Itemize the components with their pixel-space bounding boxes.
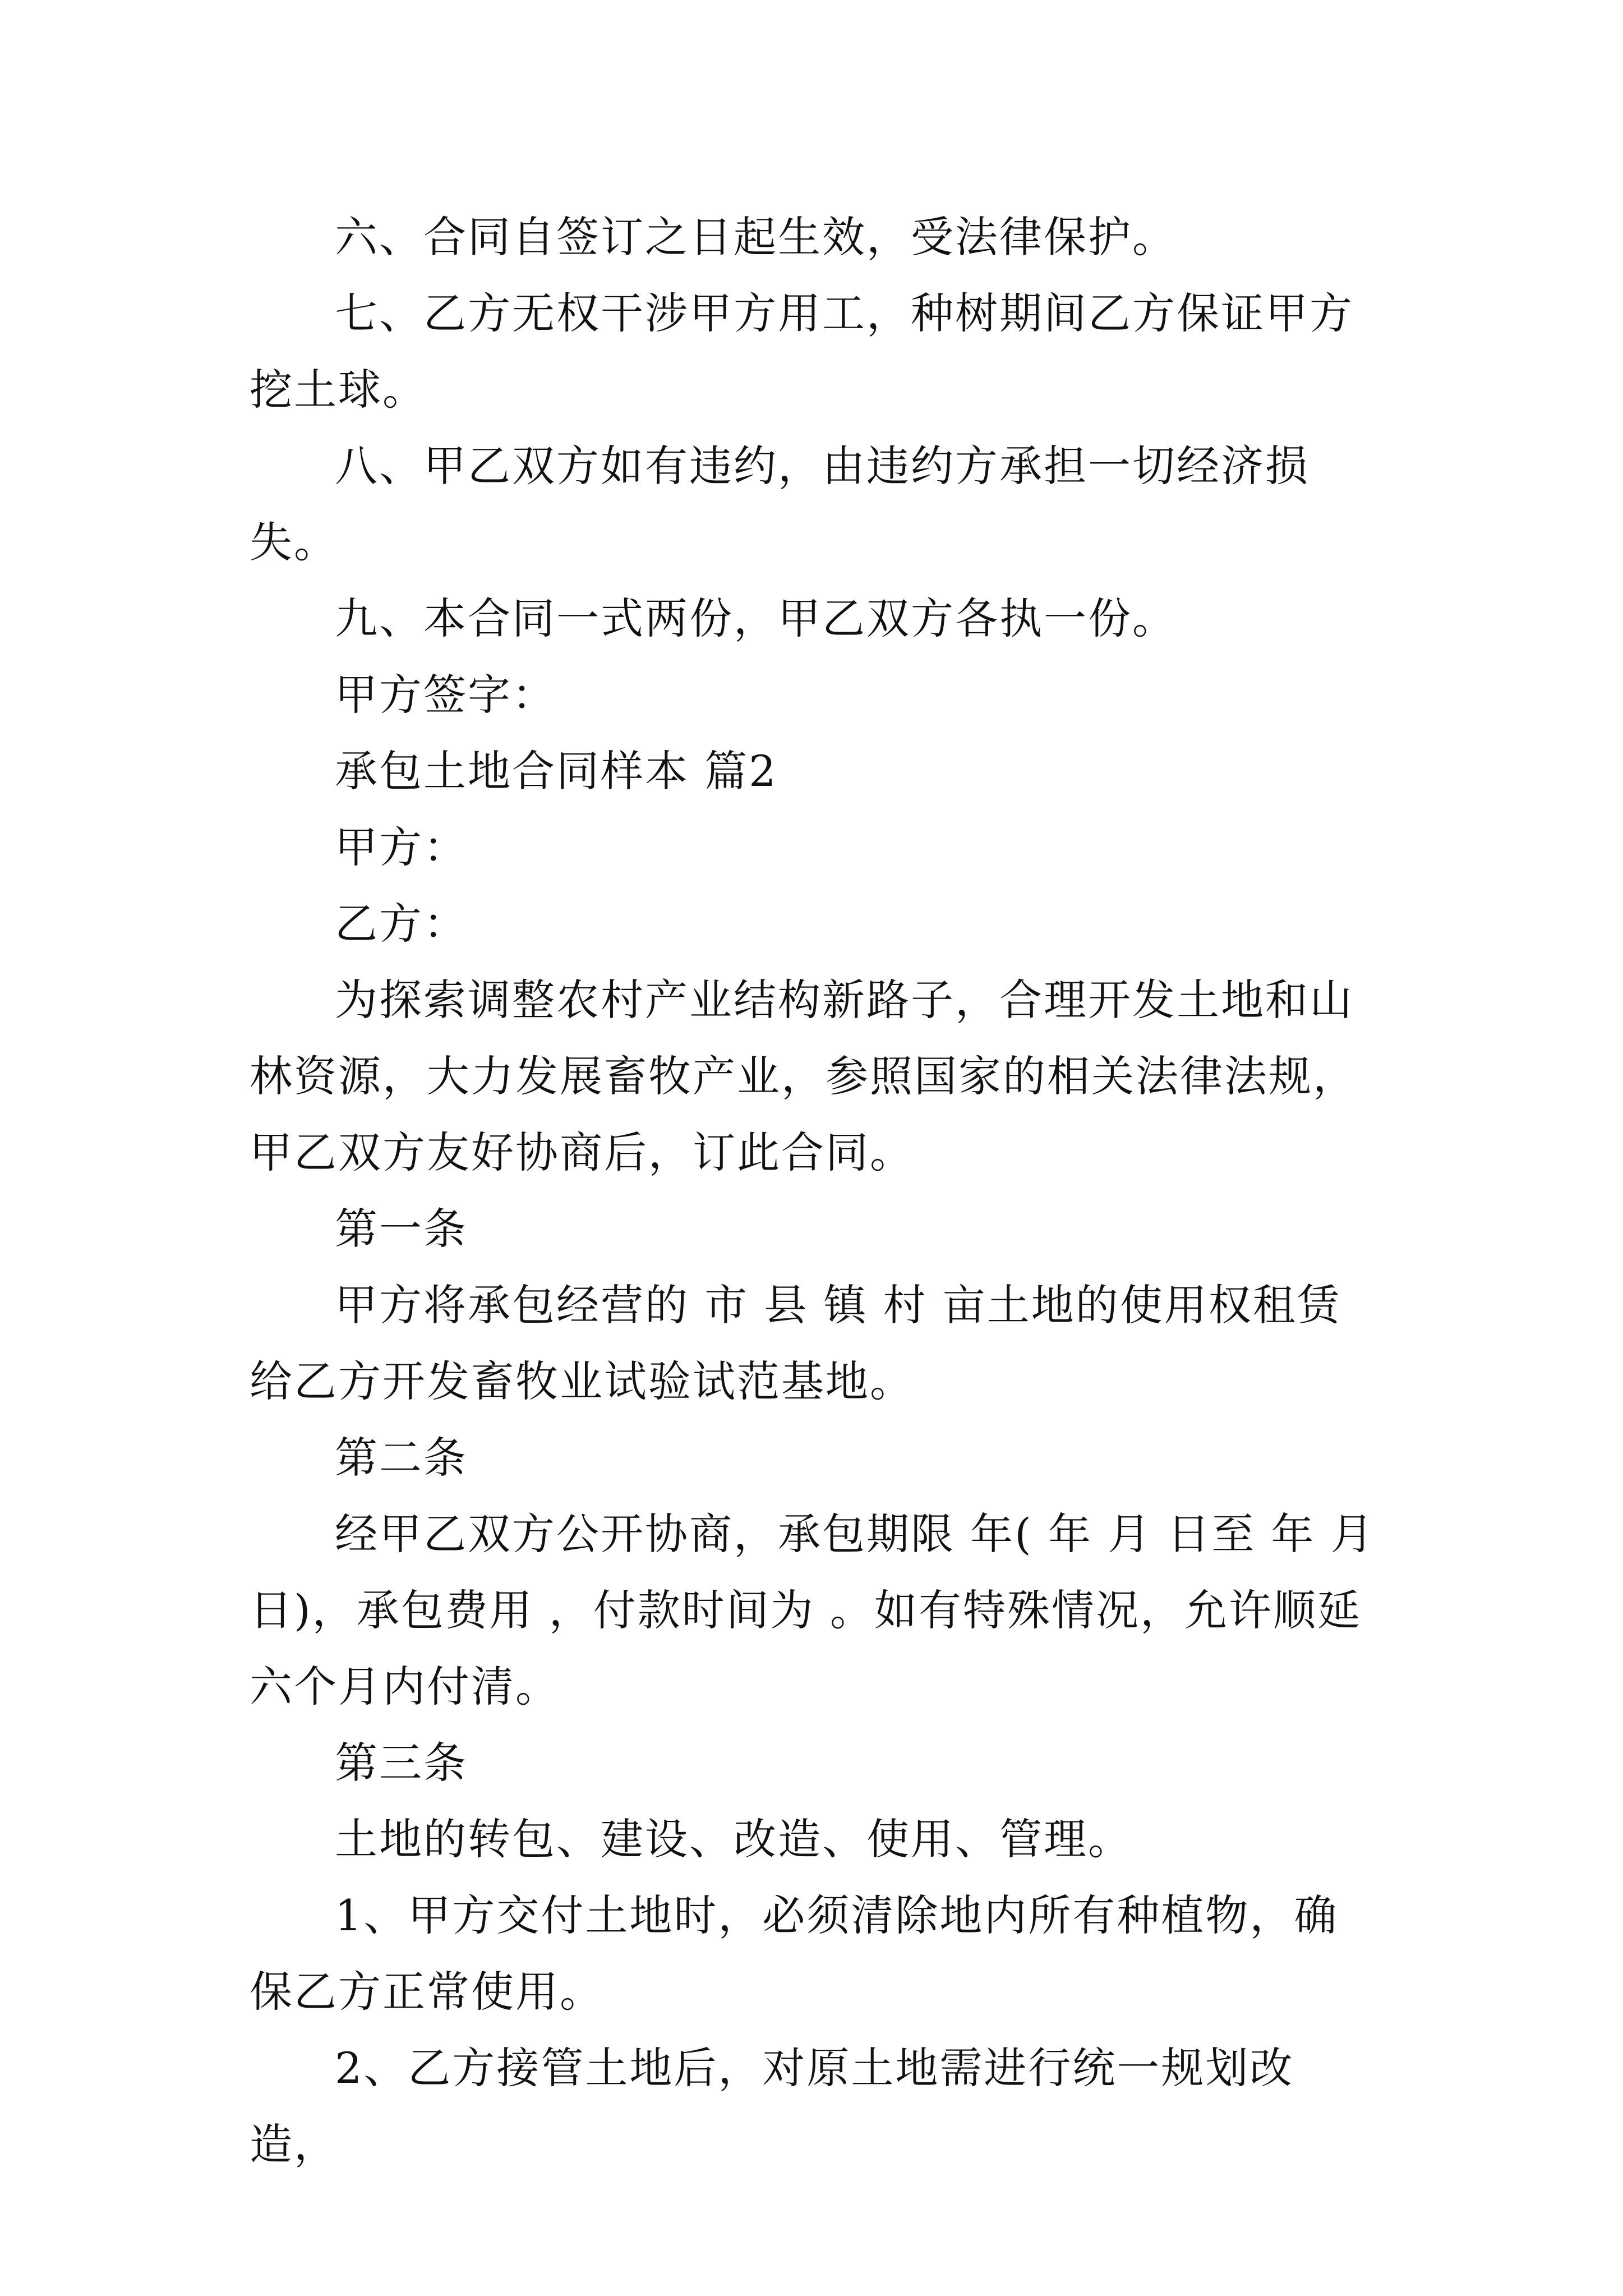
clause-nine: 九、本合同一式两份，甲乙双方各执一份。 (335, 593, 1177, 643)
clause-six: 六、合同自签订之日起生效，受法律保护。 (335, 212, 1177, 262)
clause-eight: 八、甲乙双方如有违约，由违约方承担一切经济损失。 (250, 441, 1310, 567)
article-three-item-2: 2、乙方接管土地后，对原土地需进行统一规划改造， (250, 2043, 1294, 2169)
article-three-intro: 土地的转包、建设、改造、使用、管理。 (335, 1814, 1132, 1864)
article-one-body: 甲方将承包经营的 市 县 镇 村 亩土地的使用权租赁给乙方开发畜牧业试验试范基地。 (250, 1280, 1341, 1406)
preamble-paragraph: 为探索调整农村产业结构新路子，合理开发土地和山林资源，大力发展畜牧产业，参照国家的相关法律法规，甲乙双方友好协商后，订此合同。 (250, 975, 1357, 1177)
article-two-body: 经甲乙双方公开协商，承包期限 年( 年 月 日至 年 月 日)，承包费用 ，付款时间为 。如有特殊情况，允许顺延六个月内付清。 (250, 1509, 1390, 1711)
article-three-item-1: 1、甲方交付土地时，必须清除地内所有种植物，确保乙方正常使用。 (250, 1890, 1339, 2017)
article-two-heading: 第二条 (335, 1433, 468, 1483)
article-one-heading: 第一条 (335, 1204, 468, 1254)
article-three-heading: 第三条 (335, 1738, 468, 1788)
party-a-signature-label: 甲方签字： (335, 670, 556, 720)
clause-seven: 七、乙方无权干涉甲方用工，种树期间乙方保证甲方挖土球。 (250, 288, 1354, 415)
party-b-label: 乙方： (335, 899, 468, 949)
section-title: 承包土地合同样本 篇2 (335, 746, 778, 796)
document-body (250, 199, 1390, 2183)
party-a-label: 甲方： (335, 822, 468, 872)
